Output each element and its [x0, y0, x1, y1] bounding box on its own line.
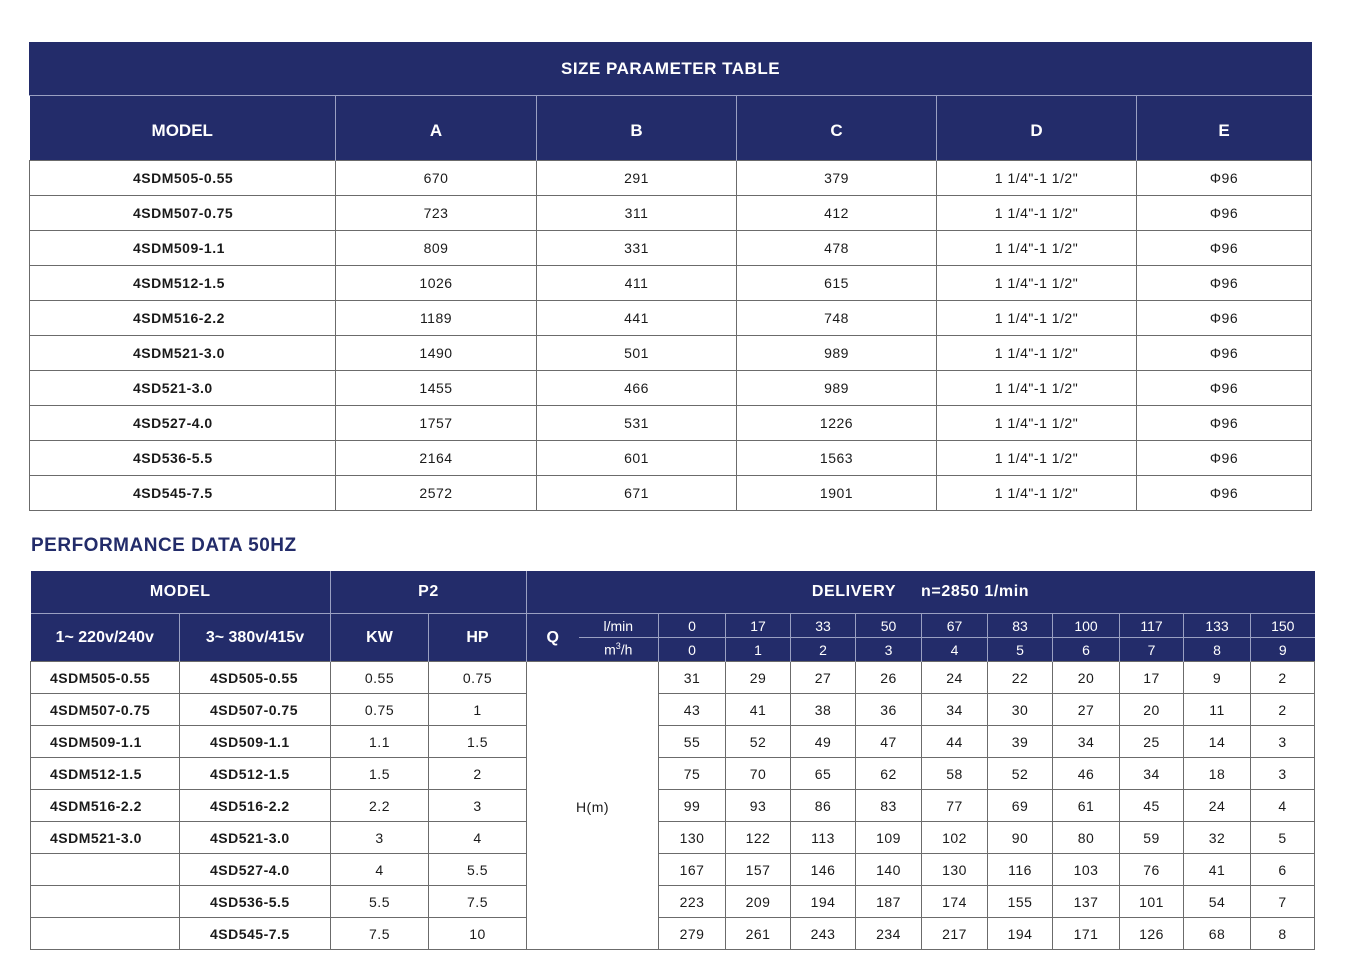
q-m3h-value: 5	[988, 638, 1053, 662]
hp-cell: 10	[429, 918, 527, 950]
performance-row	[31, 822, 1315, 854]
size-value-cell: Φ96	[1137, 441, 1312, 476]
size-value-cell: 615	[737, 266, 937, 301]
head-value-cell: 3	[1251, 758, 1315, 790]
three-phase-model-cell: 4SD545-7.5	[180, 918, 331, 950]
head-value-cell: 102	[922, 822, 988, 854]
head-value-cell: 46	[1053, 758, 1120, 790]
size-value-cell: 2164	[336, 441, 537, 476]
size-table-row	[30, 336, 1312, 371]
three-phase-model-cell: 4SD516-2.2	[180, 790, 331, 822]
size-value-cell: 331	[537, 231, 737, 266]
head-value-cell: 116	[988, 854, 1053, 886]
unit-m3h-tail: /h	[620, 641, 633, 658]
head-value-cell: 11	[1184, 694, 1251, 726]
model-cell: 4SD545-7.5	[30, 476, 336, 511]
head-value-cell: 130	[659, 822, 726, 854]
three-phase-model-cell: 4SD509-1.1	[180, 726, 331, 758]
head-value-cell: 8	[1251, 918, 1315, 950]
single-phase-model-cell: 4SDM505-0.55	[31, 662, 180, 694]
head-value-cell: 3	[1251, 726, 1315, 758]
size-value-cell: 670	[336, 161, 537, 196]
unit-m3h	[579, 638, 659, 662]
size-value-cell: 531	[537, 406, 737, 441]
head-value-cell: 24	[1184, 790, 1251, 822]
size-value-cell: 748	[737, 301, 937, 336]
head-value-cell: 194	[988, 918, 1053, 950]
size-value-cell: 1 1/4"-1 1/2"	[937, 476, 1137, 511]
head-value-cell: 44	[922, 726, 988, 758]
head-value-cell: 194	[791, 886, 856, 918]
head-value-cell: 80	[1053, 822, 1120, 854]
size-value-cell: 501	[537, 336, 737, 371]
three-phase-model-cell: 4SD521-3.0	[180, 822, 331, 854]
head-value-cell: 55	[659, 726, 726, 758]
size-value-cell: 1455	[336, 371, 537, 406]
head-value-cell: 34	[1120, 758, 1184, 790]
head-value-cell: 41	[726, 694, 791, 726]
single-phase-model-cell	[31, 918, 180, 950]
head-value-cell: 14	[1184, 726, 1251, 758]
head-value-cell: 77	[922, 790, 988, 822]
head-value-cell: 174	[922, 886, 988, 918]
q-m3h-value: 4	[922, 638, 988, 662]
model-cell: 4SDM509-1.1	[30, 231, 336, 266]
size-value-cell: 441	[537, 301, 737, 336]
head-value-cell: 65	[791, 758, 856, 790]
head-value-cell: 113	[791, 822, 856, 854]
head-value-cell: 17	[1120, 662, 1184, 694]
head-value-cell: 39	[988, 726, 1053, 758]
size-col-header: C	[737, 96, 937, 161]
size-table-row	[30, 231, 1312, 266]
unit-m3h-base: m	[604, 641, 616, 658]
hp-header: HP	[429, 614, 527, 662]
hp-cell: 1	[429, 694, 527, 726]
single-phase-model-cell: 4SDM521-3.0	[31, 822, 180, 854]
single-phase-model-cell	[31, 854, 180, 886]
head-value-cell: 25	[1120, 726, 1184, 758]
head-value-cell: 54	[1184, 886, 1251, 918]
size-table-row	[30, 196, 1312, 231]
size-value-cell: 1901	[737, 476, 937, 511]
hp-cell: 5.5	[429, 854, 527, 886]
unit-lmin: l/min	[579, 614, 659, 638]
hp-cell: 3	[429, 790, 527, 822]
size-value-cell: 1 1/4"-1 1/2"	[937, 336, 1137, 371]
kw-header: KW	[331, 614, 429, 662]
head-value-cell: 209	[726, 886, 791, 918]
head-value-cell: 140	[856, 854, 922, 886]
size-col-header: D	[937, 96, 1137, 161]
head-value-cell: 126	[1120, 918, 1184, 950]
single-phase-model-cell: 4SDM507-0.75	[31, 694, 180, 726]
kw-cell: 1.5	[331, 758, 429, 790]
size-value-cell: 311	[537, 196, 737, 231]
head-value-cell: 167	[659, 854, 726, 886]
q-lmin-value: 100	[1053, 614, 1120, 638]
q-lmin-value: 133	[1184, 614, 1251, 638]
q-m3h-value: 9	[1251, 638, 1315, 662]
size-value-cell: 1189	[336, 301, 537, 336]
head-value-cell: 61	[1053, 790, 1120, 822]
size-value-cell: 1 1/4"-1 1/2"	[937, 196, 1137, 231]
size-value-cell: 989	[737, 371, 937, 406]
kw-cell: 0.55	[331, 662, 429, 694]
performance-table	[30, 571, 1315, 950]
head-value-cell: 4	[1251, 790, 1315, 822]
delivery-header: DELIVERY n=2850 1/min	[527, 571, 1315, 614]
q-m3h-value: 2	[791, 638, 856, 662]
head-value-cell: 69	[988, 790, 1053, 822]
single-phase-model-cell: 4SDM509-1.1	[31, 726, 180, 758]
size-value-cell: 809	[336, 231, 537, 266]
q-lmin-value: 150	[1251, 614, 1315, 638]
size-value-cell: Φ96	[1137, 266, 1312, 301]
kw-cell: 0.75	[331, 694, 429, 726]
size-value-cell: Φ96	[1137, 406, 1312, 441]
head-value-cell: 34	[1053, 726, 1120, 758]
head-value-cell: 75	[659, 758, 726, 790]
head-value-cell: 26	[856, 662, 922, 694]
performance-title: PERFORMANCE DATA 50HZ	[31, 535, 297, 556]
head-value-cell: 279	[659, 918, 726, 950]
size-value-cell: 1490	[336, 336, 537, 371]
head-value-cell: 18	[1184, 758, 1251, 790]
three-phase-model-cell: 4SD527-4.0	[180, 854, 331, 886]
q-lmin-value: 83	[988, 614, 1053, 638]
q-m3h-value: 8	[1184, 638, 1251, 662]
kw-cell: 3	[331, 822, 429, 854]
performance-row	[31, 758, 1315, 790]
head-value-cell: 41	[1184, 854, 1251, 886]
perf-header-row-1	[31, 571, 1315, 614]
q-lmin-value: 67	[922, 614, 988, 638]
head-value-cell: 99	[659, 790, 726, 822]
q-m3h-value: 1	[726, 638, 791, 662]
performance-row	[31, 886, 1315, 918]
size-table-row	[30, 441, 1312, 476]
size-col-header: E	[1137, 96, 1312, 161]
size-value-cell: Φ96	[1137, 336, 1312, 371]
head-value-cell: 137	[1053, 886, 1120, 918]
head-value-cell: 2	[1251, 662, 1315, 694]
head-value-cell: 59	[1120, 822, 1184, 854]
hp-cell: 1.5	[429, 726, 527, 758]
head-value-cell: 261	[726, 918, 791, 950]
head-value-cell: 6	[1251, 854, 1315, 886]
unit-m3h-sup: 3	[615, 641, 621, 652]
head-value-cell: 24	[922, 662, 988, 694]
three-phase-model-cell: 4SD512-1.5	[180, 758, 331, 790]
head-value-cell: 157	[726, 854, 791, 886]
head-value-cell: 7	[1251, 886, 1315, 918]
model-cell: 4SD536-5.5	[30, 441, 336, 476]
head-value-cell: 155	[988, 886, 1053, 918]
size-value-cell: 466	[537, 371, 737, 406]
p2-header: P2	[331, 571, 527, 614]
head-value-cell: 171	[1053, 918, 1120, 950]
size-value-cell: 1 1/4"-1 1/2"	[937, 301, 1137, 336]
size-col-header: B	[537, 96, 737, 161]
performance-table-container	[30, 571, 1314, 950]
model-header: MODEL	[31, 571, 331, 614]
head-value-cell: 27	[1053, 694, 1120, 726]
size-value-cell: Φ96	[1137, 371, 1312, 406]
head-value-cell: 109	[856, 822, 922, 854]
hp-cell: 2	[429, 758, 527, 790]
performance-row	[31, 662, 1315, 694]
head-value-cell: 234	[856, 918, 922, 950]
head-value-cell: 217	[922, 918, 988, 950]
head-value-cell: 45	[1120, 790, 1184, 822]
head-value-cell: 76	[1120, 854, 1184, 886]
head-value-cell: 29	[726, 662, 791, 694]
head-value-cell: 52	[726, 726, 791, 758]
q-lmin-value: 33	[791, 614, 856, 638]
size-value-cell: Φ96	[1137, 301, 1312, 336]
head-value-cell: 34	[922, 694, 988, 726]
size-value-cell: 412	[737, 196, 937, 231]
model-cell: 4SD521-3.0	[30, 371, 336, 406]
size-value-cell: 1026	[336, 266, 537, 301]
performance-row	[31, 854, 1315, 886]
head-value-cell: 83	[856, 790, 922, 822]
size-value-cell: Φ96	[1137, 196, 1312, 231]
size-table-row	[30, 266, 1312, 301]
model-cell: 4SD527-4.0	[30, 406, 336, 441]
head-value-cell: 58	[922, 758, 988, 790]
head-value-cell: 38	[791, 694, 856, 726]
size-table-row	[30, 161, 1312, 196]
q-m3h-value: 3	[856, 638, 922, 662]
size-value-cell: 291	[537, 161, 737, 196]
head-value-cell: 20	[1053, 662, 1120, 694]
size-col-header: A	[336, 96, 537, 161]
size-value-cell: 723	[336, 196, 537, 231]
size-parameter-table-container	[29, 42, 1311, 511]
head-value-cell: 103	[1053, 854, 1120, 886]
hp-cell: 7.5	[429, 886, 527, 918]
head-value-cell: 68	[1184, 918, 1251, 950]
size-table-row	[30, 476, 1312, 511]
size-value-cell: 1 1/4"-1 1/2"	[937, 231, 1137, 266]
head-value-cell: 62	[856, 758, 922, 790]
performance-row	[31, 790, 1315, 822]
q-header: Q	[546, 628, 559, 646]
single-phase-model-cell	[31, 886, 180, 918]
three-phase-model-cell: 4SD507-0.75	[180, 694, 331, 726]
head-value-cell: 36	[856, 694, 922, 726]
head-value-cell: 31	[659, 662, 726, 694]
head-value-cell: 223	[659, 886, 726, 918]
size-value-cell: 601	[537, 441, 737, 476]
model-cell: 4SDM521-3.0	[30, 336, 336, 371]
performance-row	[31, 918, 1315, 950]
head-label-cell: H(m)	[527, 662, 659, 950]
model-cell: 4SDM512-1.5	[30, 266, 336, 301]
head-value-cell: 20	[1120, 694, 1184, 726]
size-value-cell: 989	[737, 336, 937, 371]
model-cell: 4SDM505-0.55	[30, 161, 336, 196]
q-lmin-value: 117	[1120, 614, 1184, 638]
size-value-cell: 671	[537, 476, 737, 511]
head-value-cell: 93	[726, 790, 791, 822]
kw-cell: 1.1	[331, 726, 429, 758]
size-value-cell: 1563	[737, 441, 937, 476]
model-cell: 4SDM516-2.2	[30, 301, 336, 336]
size-value-cell: 1 1/4"-1 1/2"	[937, 371, 1137, 406]
size-table-title: SIZE PARAMETER TABLE	[30, 43, 1312, 96]
three-phase-model-cell: 4SD505-0.55	[180, 662, 331, 694]
head-value-cell: 43	[659, 694, 726, 726]
head-value-cell: 52	[988, 758, 1053, 790]
size-value-cell: 1 1/4"-1 1/2"	[937, 266, 1137, 301]
head-value-cell: 243	[791, 918, 856, 950]
perf-header-row-2	[31, 614, 1315, 638]
q-lmin-value: 50	[856, 614, 922, 638]
size-value-cell: 478	[737, 231, 937, 266]
single-phase-header: 1~ 220v/240v	[31, 614, 180, 662]
size-value-cell: 1226	[737, 406, 937, 441]
head-value-cell: 90	[988, 822, 1053, 854]
head-value-cell: 86	[791, 790, 856, 822]
head-value-cell: 30	[988, 694, 1053, 726]
size-col-header: MODEL	[30, 96, 336, 161]
single-phase-model-cell: 4SDM516-2.2	[31, 790, 180, 822]
q-m3h-value: 7	[1120, 638, 1184, 662]
size-value-cell: 2572	[336, 476, 537, 511]
single-phase-model-cell: 4SDM512-1.5	[31, 758, 180, 790]
head-value-cell: 32	[1184, 822, 1251, 854]
size-value-cell: Φ96	[1137, 231, 1312, 266]
three-phase-header: 3~ 380v/415v	[180, 614, 331, 662]
model-cell: 4SDM507-0.75	[30, 196, 336, 231]
hp-cell: 0.75	[429, 662, 527, 694]
head-value-cell: 101	[1120, 886, 1184, 918]
hp-cell: 4	[429, 822, 527, 854]
size-value-cell: Φ96	[1137, 476, 1312, 511]
kw-cell: 7.5	[331, 918, 429, 950]
head-value-cell: 122	[726, 822, 791, 854]
head-value-cell: 70	[726, 758, 791, 790]
performance-row	[31, 726, 1315, 758]
size-value-cell: 1757	[336, 406, 537, 441]
kw-cell: 4	[331, 854, 429, 886]
head-value-cell: 187	[856, 886, 922, 918]
performance-row	[31, 694, 1315, 726]
size-value-cell: 1 1/4"-1 1/2"	[937, 161, 1137, 196]
size-value-cell: 411	[537, 266, 737, 301]
head-value-cell: 146	[791, 854, 856, 886]
head-value-cell: 47	[856, 726, 922, 758]
size-value-cell: Φ96	[1137, 161, 1312, 196]
q-lmin-value: 17	[726, 614, 791, 638]
size-value-cell: 1 1/4"-1 1/2"	[937, 441, 1137, 476]
size-parameter-table	[29, 42, 1312, 511]
head-value-cell: 22	[988, 662, 1053, 694]
q-lmin-value: 0	[659, 614, 726, 638]
head-value-cell: 2	[1251, 694, 1315, 726]
three-phase-model-cell: 4SD536-5.5	[180, 886, 331, 918]
q-m3h-value: 0	[659, 638, 726, 662]
head-value-cell: 49	[791, 726, 856, 758]
size-value-cell: 1 1/4"-1 1/2"	[937, 406, 1137, 441]
kw-cell: 5.5	[331, 886, 429, 918]
size-table-row	[30, 371, 1312, 406]
kw-cell: 2.2	[331, 790, 429, 822]
size-table-row	[30, 301, 1312, 336]
size-table-header-row	[30, 96, 1312, 161]
head-value-cell: 130	[922, 854, 988, 886]
head-value-cell: 5	[1251, 822, 1315, 854]
size-value-cell: 379	[737, 161, 937, 196]
size-table-row	[30, 406, 1312, 441]
q-m3h-value: 6	[1053, 638, 1120, 662]
head-value-cell: 27	[791, 662, 856, 694]
head-value-cell: 9	[1184, 662, 1251, 694]
